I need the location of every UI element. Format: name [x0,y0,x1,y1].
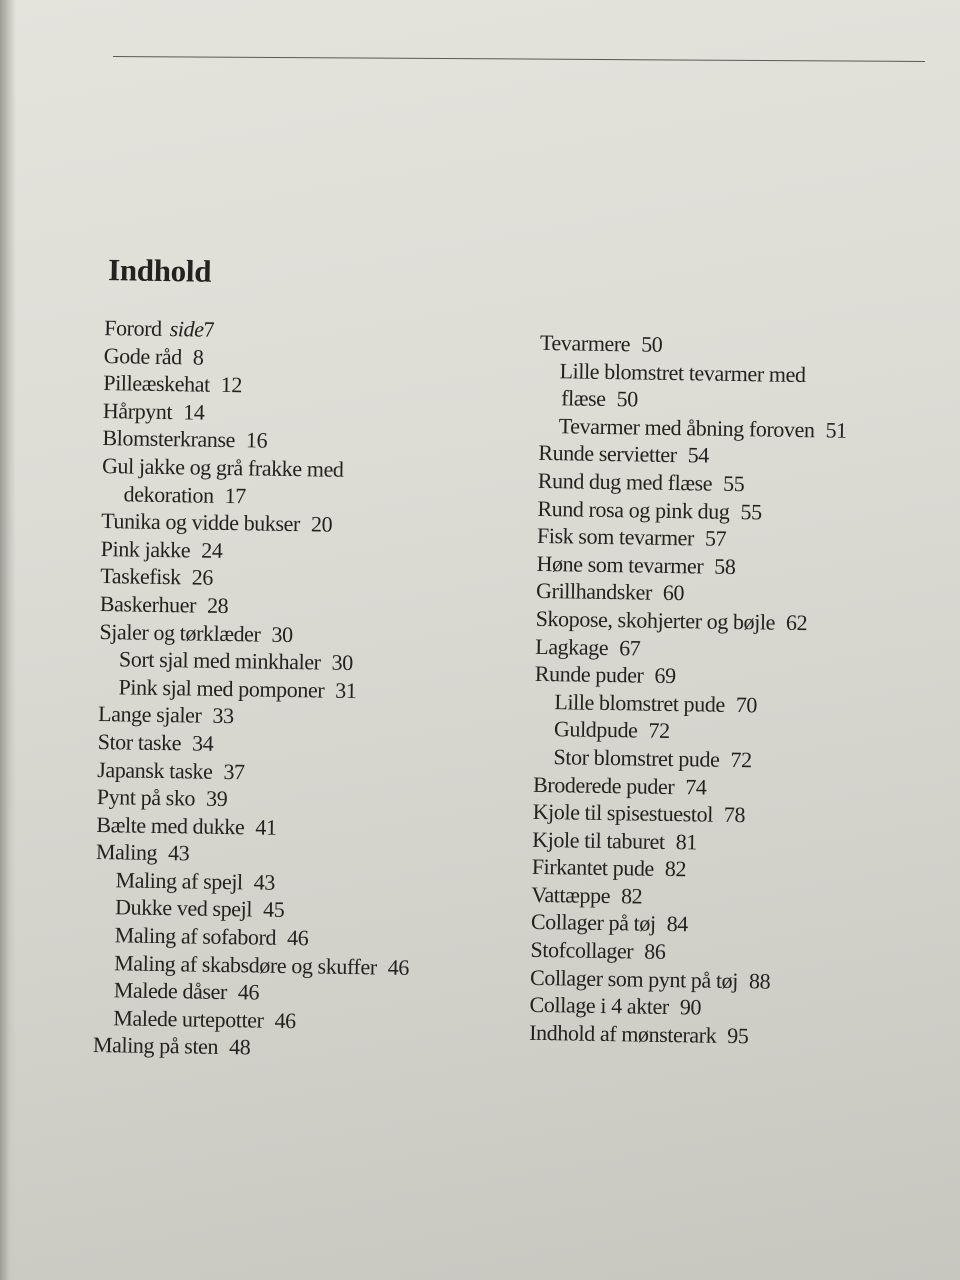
toc-entry-title: Stofcollager [530,936,634,964]
toc-entry-title: Runde puder [534,660,644,688]
toc-page-number: 43 [167,840,190,866]
toc-page-number: 31 [335,677,357,703]
toc-entry-title: Pilleæskehat [103,370,210,397]
toc-page-number: 62 [785,609,808,636]
toc-entry-title: Gul jakke og grå frakke med [101,453,344,482]
toc-page-number: 26 [191,564,214,591]
toc-right-column [529,329,848,1051]
toc-entry-title: Dukke ved spejl [114,894,253,922]
toc-entry-title: Firkantet pude [531,854,655,882]
toc-page-number: 88 [748,967,771,994]
toc-page-number: 50 [616,386,639,412]
toc-page-number: 46 [274,1007,296,1034]
toc-page-number: 95 [727,1022,749,1049]
toc-page-number: 28 [206,592,229,618]
toc-page-number: 55 [722,470,745,497]
toc-entry-title: Rund dug med flæse [537,467,713,496]
toc-page-number: 30 [271,621,293,647]
toc-entry-title: Runde servietter [538,440,677,468]
toc-entry-title: Pynt på sko [96,784,196,811]
toc-entry-title: Blomsterkranse [102,425,236,453]
toc-entry-title: Høne som tevarmer [536,550,704,579]
toc-entry-title-continued: flæse [560,385,606,412]
toc-page-number: 7 [203,316,215,342]
toc-entry-title: Lille blomstret tevarmer med [559,357,806,387]
toc-entry-title: Rund rosa og pink dug [537,495,730,524]
toc-page-number: 30 [331,649,354,676]
toc-page-number: 81 [675,828,698,855]
toc-page-number: 82 [620,883,643,909]
toc-page-number: 82 [664,856,687,882]
toc-entry-title: Guldpude [553,716,638,743]
toc-entry-title: Maling af sofabord [114,922,277,950]
toc-entry-title: Malede dåser [113,977,228,1005]
toc-entry-title: Stor blomstret pude [553,744,720,772]
toc-entry [540,329,848,361]
toc-entry [104,314,419,347]
toc-entry-title: Japansk taske [97,756,213,784]
toc-entry-title: Malede urtepotter [113,1005,264,1033]
toc-entry-title: Kjole til spisestuestol [532,798,714,827]
toc-entry-title: Vattæppe [531,881,611,908]
toc-page-number: 74 [685,773,707,800]
toc-page-number: 84 [666,911,689,937]
toc-page-number: 70 [735,691,758,718]
toc-page-number: 69 [654,662,676,689]
toc-page-number: 39 [205,785,228,812]
toc-page-number: 57 [704,525,727,552]
toc-page-number: 46 [387,954,410,980]
toc-entry [532,798,840,830]
toc-page-number: 67 [619,634,641,661]
toc-page-number: 12 [220,372,243,398]
toc-entry-title: Collager på tøj [530,909,656,937]
toc-page-number: 48 [228,1034,251,1060]
toc-entry-title: Taskefisk [100,563,181,590]
toc-entry [100,590,415,623]
toc-entry-title: Tevarmere [539,329,631,357]
toc-entry-title: Maling [95,839,158,866]
toc-page-number: 46 [237,979,260,1005]
toc-page-number: 8 [192,344,204,370]
toc-entry-title: Maling af skabsdøre og skuffer [114,949,377,980]
toc-entry-title: Sjaler og tørklæder [99,618,261,647]
toc-entry-title: Bælte med dukke [96,811,245,840]
toc-entry-title: Lagkage [535,633,609,660]
toc-heading: Indhold [107,252,212,289]
toc-page-number: 58 [714,553,736,579]
toc-page-number: 60 [662,580,685,606]
toc-entry-title: Gode råd [103,342,183,369]
toc-entry [93,1031,408,1064]
toc-entry [530,936,838,968]
side-label: side [169,316,204,342]
toc-page-number: 50 [640,331,663,357]
toc-entry-title: Tunika og vidde bukser [101,508,301,537]
toc-entry-title: Pink sjal med pomponer [118,674,325,703]
toc-entry-title: Pink jakke [100,535,191,563]
toc-entry-title: Forord [104,315,162,341]
toc-page-number: 55 [740,498,762,524]
toc-entry-title: Tevarmer med åbning foroven [558,412,815,443]
toc-entry [529,1019,837,1051]
toc-entry-title: Collager som pynt på tøj [529,964,739,993]
toc-entry-title: Kjole til taburet [532,826,665,854]
toc-entry-title: Fisk som tevarmer [536,523,695,551]
toc-page-number: 14 [183,399,205,425]
toc-page-number: 24 [201,537,223,563]
toc-page-number: 72 [648,717,670,744]
toc-page-number: 86 [644,938,666,965]
toc-entry-title: Sort sjal med minkhaler [118,646,321,675]
toc-entry-title: Collage i 4 akter [529,992,670,1020]
toc-entry [102,452,417,485]
toc-entry-title: Skopose, skohjerter og bøjle [535,605,776,635]
toc-page-number: 45 [262,897,285,923]
toc-page-number: 43 [253,869,276,895]
toc-page-number: 54 [687,442,710,468]
toc-entry-title-continued: dekoration [123,480,214,508]
toc-left-column [93,314,419,1064]
toc-entry [98,728,413,761]
toc-entry-title: Indhold af mønsterark [529,1019,717,1048]
toc-entry [535,660,843,692]
toc-page-number: 90 [679,994,702,1020]
toc-entry-title: Lille blomstret pude [554,688,726,717]
toc-page-number: 34 [191,730,214,756]
toc-entry [533,743,841,775]
toc-page-number: 16 [245,427,268,454]
toc-entry-title: Baskerhuer [99,590,197,618]
toc-entry [538,467,846,499]
toc-entry-title: Hårpynt [102,397,173,424]
toc-entry-title: Lange sjaler [97,701,202,728]
toc-page-number: 78 [723,801,746,828]
toc-entry-title: Maling på sten [92,1032,219,1060]
toc-entry-title: Grillhandsker [535,578,653,606]
toc-entry [535,605,843,637]
toc-page-number: 46 [286,925,309,951]
toc-entry-title: Stor taske [97,728,182,756]
toc-page-number: 37 [223,758,245,784]
toc-page-number: 17 [224,482,247,508]
toc-entry-title: Broderede puder [532,771,675,799]
toc-page-number: 41 [255,814,277,840]
toc-page-number: 51 [825,417,847,443]
toc-page-number: 72 [730,746,752,773]
toc-page-number: 33 [212,703,234,729]
toc-entry-title: Maling af spejl [115,867,243,895]
toc-page-number: 20 [310,511,333,537]
toc-entry [94,921,409,954]
